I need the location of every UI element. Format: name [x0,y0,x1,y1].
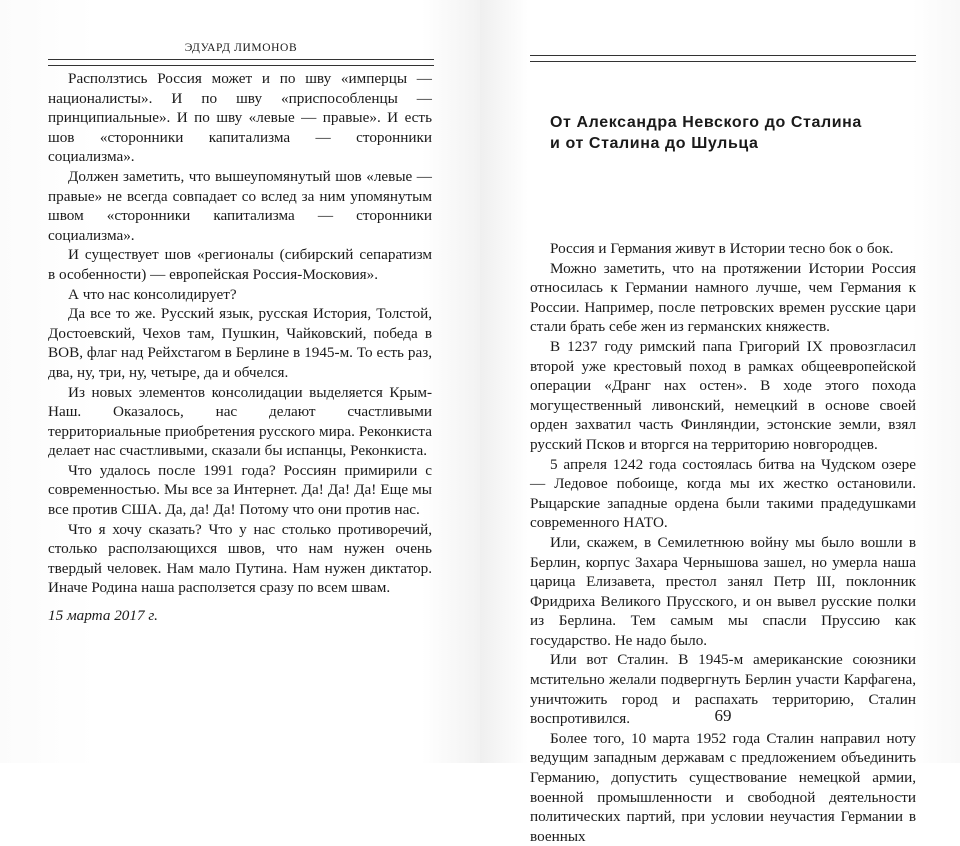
paragraph: Что я хочу сказать? Что у нас столько противоречий, столько расползающихся швов, что нам нужен очень твердый человек. Нам мало Путина. Нам нужен диктатор. Иначе Родина наша расползется сразу по всем швам. [48,520,432,597]
dateline: 15 марта 2017 г. [48,607,158,625]
page-number: 69 [714,706,732,725]
left-page-text [48,69,432,626]
paragraph: В 1237 году римский папа Григорий IX провозгласил второй уже крестовый поход в рамках общеевропейской операции «Дранг нах остен». В ходе этого похода могущественный ливонский, немецкий в основе своей орден захватил часть Финляндии, эстонские земли, взял русский Псков и вторгся на территорию новгородцев. [530,337,916,453]
paragraph: Должен заметить, что вышеупомянутый шов «левые — правые» не всегда совпадает со вслед за ним упомянутым швом «сторонники капитализма — сторонники социализма». [48,167,432,244]
paragraph: Расползтись Россия может и по шву «имперцы — националисты». И по шву «приспособленцы — принципиальные». И по шву «левые — правые». И есть шов «сторонники капитализма — сторонники социализма». [48,70,432,166]
chapter-title-line-1: От Александра Невского до Сталина [550,114,862,131]
chapter-title-line-2: и от Сталина до Шульца [550,135,759,152]
paragraph: Из новых элементов консолидации выделяется Крым-Наш. Оказалось, нас делают счастливыми территориальные приобретения русского мира. Реконкиста делает нас счастливыми, сказали бы испанцы, Реконкиста. [48,383,432,460]
paragraph: Или, скажем, в Семилетнюю войну мы было вошли в Берлин, корпус Захара Чернышова зашел, но умерла наша царица Елизавета, престол занял Петр III, поклонник Фридриха Великого Прусского, и он вывел русские полки из Берлина. Тем самым мы спасли Пруссию как государство. Не надо было. [530,533,916,649]
header-double-rule [530,55,916,62]
header-double-rule [48,59,434,66]
chapter-title [550,112,910,154]
paragraph: Или вот Сталин. В 1945-м американские союзники мстительно желали подвергнуть Берлин участи Карфагена, уничтожить город и распахать территорию, Сталин воспротивился. [530,651,916,728]
paragraph: А что нас консолидирует? [68,285,237,303]
paragraph: 5 апреля 1242 года состоялась битва на Чудском озере — Ледовое побоище, когда мы их жестко остановили. Рыцарские западные ордена были такими прадедушками современного НАТО. [530,455,916,532]
right-page-text [530,239,916,846]
paragraph: Россия и Германия живут в Истории тесно бок о бок. [550,240,894,257]
left-page [0,0,480,763]
running-head-author: ЭДУАРД ЛИМОНОВ [184,42,298,54]
paragraph: Более того, 10 марта 1952 года Сталин направил ноту ведущим западным державам с предложением объединить Германию, допустить существование немецкой армии, военной промышленности и свободной деятельности политических партий, при условии неучастия Германии в военных [530,729,916,845]
right-page [480,0,960,845]
paragraph: Да все то же. Русский язык, русская История, Толстой, Достоевский, Чехов там, Пушкин, Чайковский, победа в ВОВ, флаг над Рейхстагом в Берлине в 1945-м. То есть раз, два, ну, три, ну, четыре, да и обчелся. [48,305,432,381]
paragraph: И существует шов «регионалы (сибирский сепаратизм в особенности) — европейская Россия-Московия». [48,246,432,283]
paragraph: Можно заметить, что на протяжении Истории Россия относилась к Германии намного лучше, чем Германия к России. Например, после петровских времен русские цари стали брать себе жен из германских княжеств. [530,259,916,336]
paragraph: Что удалось после 1991 года? Россиян примирили с современностью. Мы все за Интернет. Да! Да! Да! Еще мы все против США. Да, да! Да! Потому что они против нас. [48,461,432,519]
